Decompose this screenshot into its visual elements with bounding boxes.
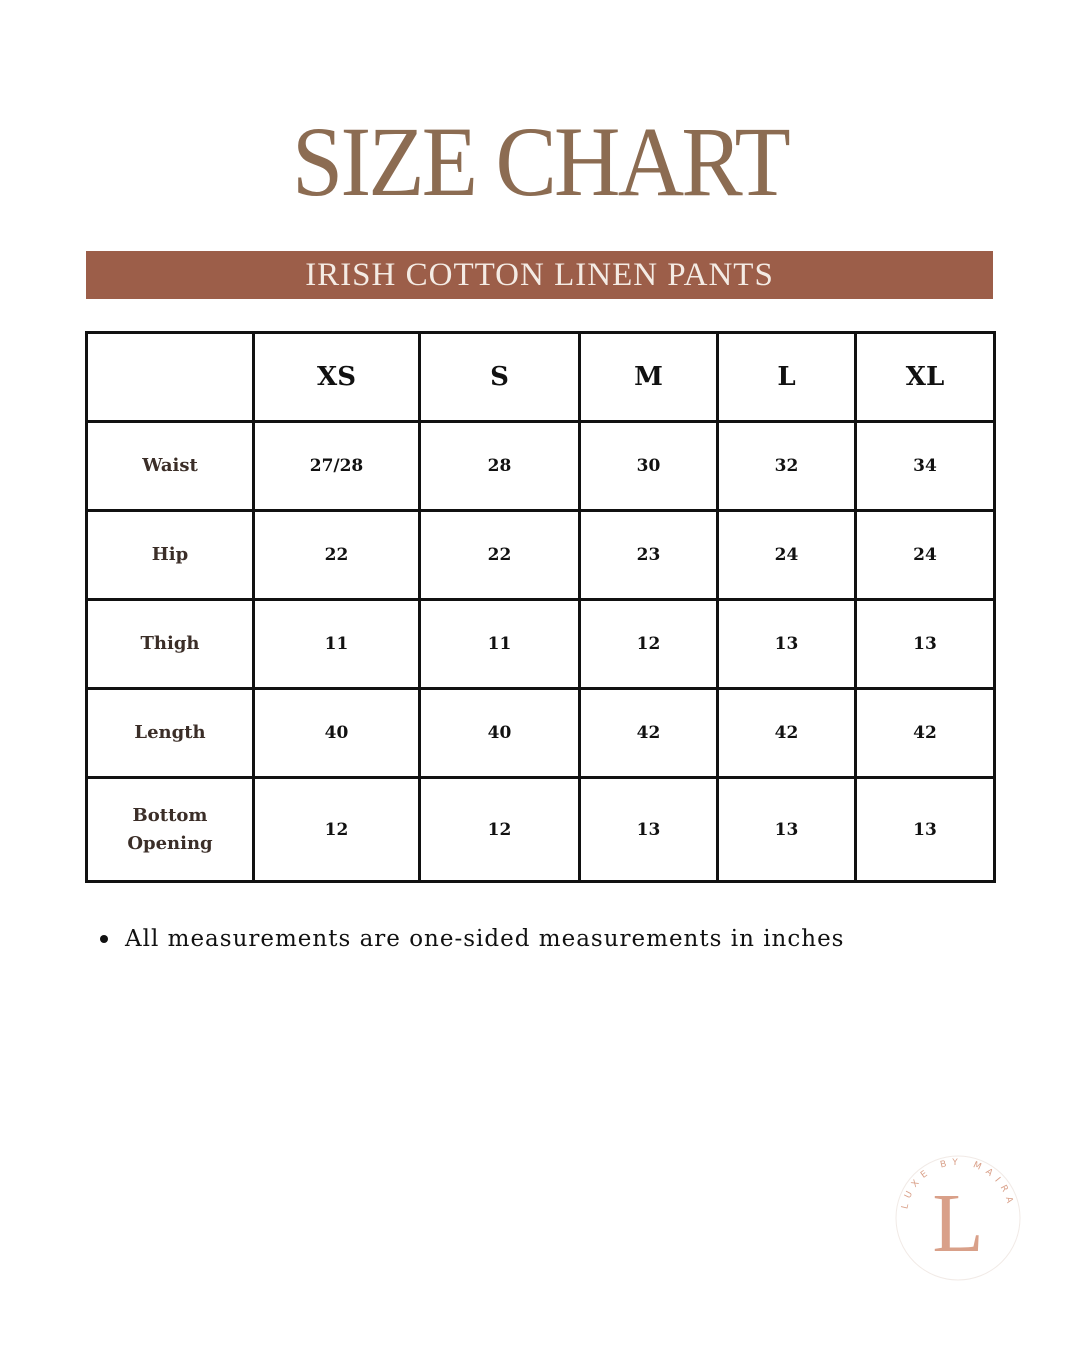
logo-letter: L xyxy=(932,1177,984,1270)
table-row xyxy=(87,511,995,600)
column-header-xs: XS xyxy=(254,333,420,422)
row-label-thigh: Thigh xyxy=(87,600,254,689)
table-header-row xyxy=(87,333,995,422)
table-cell: 13 xyxy=(856,600,995,689)
row-label-bottom-opening: Bottom Opening xyxy=(87,778,254,882)
table-corner-cell xyxy=(87,333,254,422)
table-cell: 40 xyxy=(420,689,580,778)
table-cell: 42 xyxy=(580,689,718,778)
page-title: SIZE CHART xyxy=(292,106,788,217)
table-cell: 34 xyxy=(856,422,995,511)
column-header-l: L xyxy=(718,333,856,422)
row-label-length: Length xyxy=(87,689,254,778)
table-cell: 13 xyxy=(856,778,995,882)
table-cell: 42 xyxy=(856,689,995,778)
table-row xyxy=(87,689,995,778)
table-cell: 11 xyxy=(254,600,420,689)
table-cell: 12 xyxy=(420,778,580,882)
table-cell: 22 xyxy=(420,511,580,600)
row-label-waist: Waist xyxy=(87,422,254,511)
column-header-m: M xyxy=(580,333,718,422)
table-cell: 13 xyxy=(580,778,718,882)
measurement-note-text: All measurements are one-sided measurements in inches xyxy=(125,926,845,952)
table-cell: 12 xyxy=(254,778,420,882)
table-cell: 13 xyxy=(718,600,856,689)
product-name: IRISH COTTON LINEN PANTS xyxy=(305,257,774,293)
table-cell: 23 xyxy=(580,511,718,600)
table-cell: 27/28 xyxy=(254,422,420,511)
bullet-icon xyxy=(100,935,108,943)
table-cell: 13 xyxy=(718,778,856,882)
product-banner xyxy=(86,251,993,299)
table-cell: 32 xyxy=(718,422,856,511)
table-cell: 12 xyxy=(580,600,718,689)
row-label-hip: Hip xyxy=(87,511,254,600)
table-row xyxy=(87,778,995,882)
table-cell: 40 xyxy=(254,689,420,778)
column-header-s: S xyxy=(420,333,580,422)
table-cell: 24 xyxy=(718,511,856,600)
brand-logo xyxy=(893,1153,1023,1283)
logo-ring-text: LUXE BY MAIRA xyxy=(900,1157,1016,1211)
table-cell: 11 xyxy=(420,600,580,689)
table-cell: 30 xyxy=(580,422,718,511)
column-header-xl: XL xyxy=(856,333,995,422)
size-table xyxy=(85,331,996,883)
table-cell: 22 xyxy=(254,511,420,600)
table-cell: 24 xyxy=(856,511,995,600)
measurement-note xyxy=(100,926,844,952)
table-cell: 28 xyxy=(420,422,580,511)
table-row xyxy=(87,600,995,689)
table-cell: 42 xyxy=(718,689,856,778)
table-row xyxy=(87,422,995,511)
